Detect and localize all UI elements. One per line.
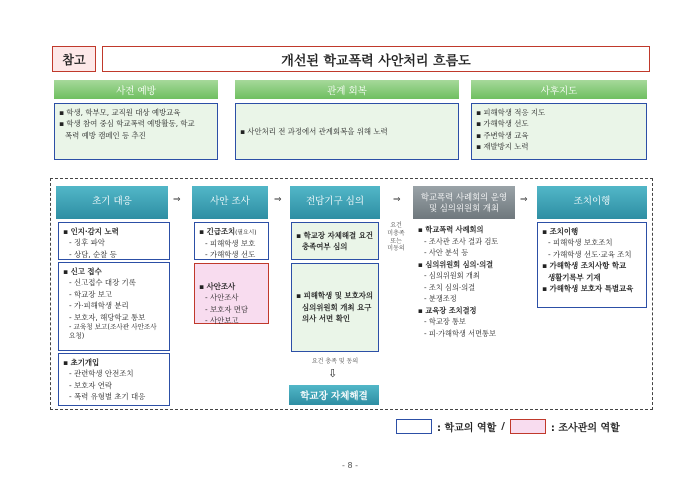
box-line: ▪ 피해학생 및 보호자의: [296, 291, 373, 301]
box-item: - 피해학생 보호: [205, 238, 256, 248]
box-item: - 가·피해학생 분리: [69, 301, 129, 311]
committee-item: ▪ 교육장 조치결정: [418, 305, 477, 315]
box-title-note: (필요시): [235, 230, 257, 236]
action-item: 생활기록부 기재: [548, 272, 601, 282]
committee-item: - 조사관 조사 결과 검토: [424, 236, 499, 246]
committee-item: - 피·가해학생 서면통보: [424, 328, 496, 338]
relation-item: ▪ 사안처리 전 과정에서 관계회복을 위해 노력: [240, 126, 388, 136]
action-box: [537, 222, 647, 308]
arrow-down-icon: ⇩: [328, 367, 338, 380]
box-item: - 사안조사: [205, 293, 239, 303]
aftercare-box: [471, 103, 647, 160]
action-item: ▪ 가해학생 조치사항 학교: [542, 261, 627, 271]
committee-item: ▪ 학교폭력 사례회의: [418, 225, 484, 234]
box-item: - 사안보고: [205, 316, 239, 326]
box-title: ▪ 사안조사: [199, 282, 236, 291]
investigation-box-inquiry: [194, 263, 269, 324]
side-note: [383, 222, 409, 253]
initial-box-report: [58, 262, 170, 351]
box-title: ▪ 인지·감지 노력: [63, 227, 119, 236]
aftercare-item: ▪ 가해학생 선도: [476, 119, 529, 129]
prevention-item: 폭력 예방 캠페인 등 추진: [65, 130, 146, 140]
page-number: - 8 -: [342, 461, 358, 470]
box-item: - 보호자 연락: [69, 380, 113, 390]
prevention-header: 사전 예방: [54, 80, 218, 99]
relation-header: 관계 회복: [235, 80, 459, 99]
box-item: - 교육청 보고(조사관 사안조사: [69, 323, 157, 332]
committee-item: - 학교장 통보: [424, 317, 466, 327]
stage-committee: [413, 186, 515, 219]
reference-tag: 참고: [52, 46, 96, 72]
prevention-item: ▪ 학생 참여 중심 학교폭력 예방활동, 학교: [59, 119, 195, 129]
box-item: - 신고접수 대장 기록: [69, 278, 136, 288]
box-item: - 보호자 면담: [205, 304, 249, 314]
legend-investigator-label: : 조사관의 역할: [550, 423, 620, 434]
legend: [396, 419, 620, 434]
box-line: 의사 서면 확인: [302, 314, 350, 324]
box-line: ▪ 학교장 자체해결 요건: [296, 230, 373, 240]
stage-investigation: 사안 조사: [192, 186, 268, 219]
side-note-line: 또는: [390, 237, 402, 245]
arrow-right-icon: ⇒: [274, 195, 282, 205]
legend-investigator-swatch: [510, 419, 546, 434]
committee-item: - 사안 분석 등: [424, 248, 469, 258]
arrow-right-icon: ⇒: [520, 195, 528, 205]
committee-list: [416, 222, 522, 341]
stage-initial: 초기 대응: [56, 186, 168, 219]
box-title: ▪ 신고 접수: [63, 267, 102, 276]
stage-action: 조치이행: [537, 186, 647, 219]
review-note: 요건 충족 및 동의: [311, 358, 359, 365]
box-item: - 보호자, 해당학교 통보: [69, 312, 146, 322]
side-note-line: 요건: [390, 222, 402, 229]
legend-school-label: : 학교의 역할: [437, 423, 497, 434]
box-title: ▪ 긴급조치: [199, 227, 236, 236]
stage-committee-line: 및 심의위원회 개최: [428, 202, 500, 213]
arrow-right-icon: ⇒: [173, 195, 181, 205]
legend-school-swatch: [396, 419, 432, 434]
investigation-box-urgent: [194, 222, 269, 260]
side-note-line: 미충족: [387, 229, 405, 237]
action-item: ▪ 가해학생 보호자 특별교육: [542, 284, 634, 294]
review-box-consent: [291, 263, 379, 352]
box-line: 심의위원회 개최 요구: [302, 302, 372, 312]
self-resolution-label: 학교장 자체해결: [289, 385, 379, 405]
box-item: - 폭력 유형별 초기 대응: [69, 392, 146, 402]
box-item: - 상담, 순찰 등: [69, 249, 117, 259]
stage-committee-line: 학교폭력 사례회의 운영: [420, 191, 508, 202]
committee-item: - 심의위원회 개최: [424, 271, 480, 281]
action-item: - 가해학생 선도·교육 조치: [548, 249, 632, 259]
initial-box-awareness: [58, 222, 170, 260]
arrow-right-icon: ⇒: [393, 195, 401, 205]
committee-item: - 조치 심의·의결: [424, 282, 476, 292]
review-box-requirement: [291, 222, 379, 260]
initial-box-intervention: [58, 353, 170, 406]
legend-separator: /: [501, 421, 505, 432]
box-item: - 학교장 보고: [69, 289, 113, 299]
action-item: ▪ 조치이행: [542, 227, 579, 236]
stage-review: 전담기구 심의: [290, 186, 380, 219]
aftercare-item: ▪ 주변학생 교육: [476, 130, 529, 140]
committee-item: ▪ 심의위원회 심의·의결: [418, 259, 494, 269]
prevention-box: [54, 103, 218, 160]
page-title: 개선된 학교폭력 사안처리 흐름도: [102, 46, 650, 72]
relation-box: [235, 103, 459, 160]
box-item: 요청): [69, 331, 85, 340]
box-line: 충족여부 심의: [302, 242, 348, 251]
prevention-item: ▪ 학생, 학부모, 교직원 대상 예방교육: [59, 108, 181, 117]
side-note-line: 미동의: [387, 245, 405, 253]
aftercare-header: 사후지도: [471, 80, 647, 99]
box-item: - 관련학생 안전조치: [69, 369, 134, 379]
aftercare-item: ▪ 재발방지 노력: [476, 142, 529, 152]
box-title: ▪ 초기개입: [63, 358, 100, 367]
action-item: - 피해학생 보호조치: [548, 238, 613, 248]
box-item: - 가해학생 선도: [205, 250, 256, 260]
box-item: - 징후 파악: [69, 238, 105, 248]
aftercare-item: ▪ 피해학생 적응 지도: [476, 108, 546, 117]
committee-item: - 분쟁조정: [424, 294, 457, 304]
